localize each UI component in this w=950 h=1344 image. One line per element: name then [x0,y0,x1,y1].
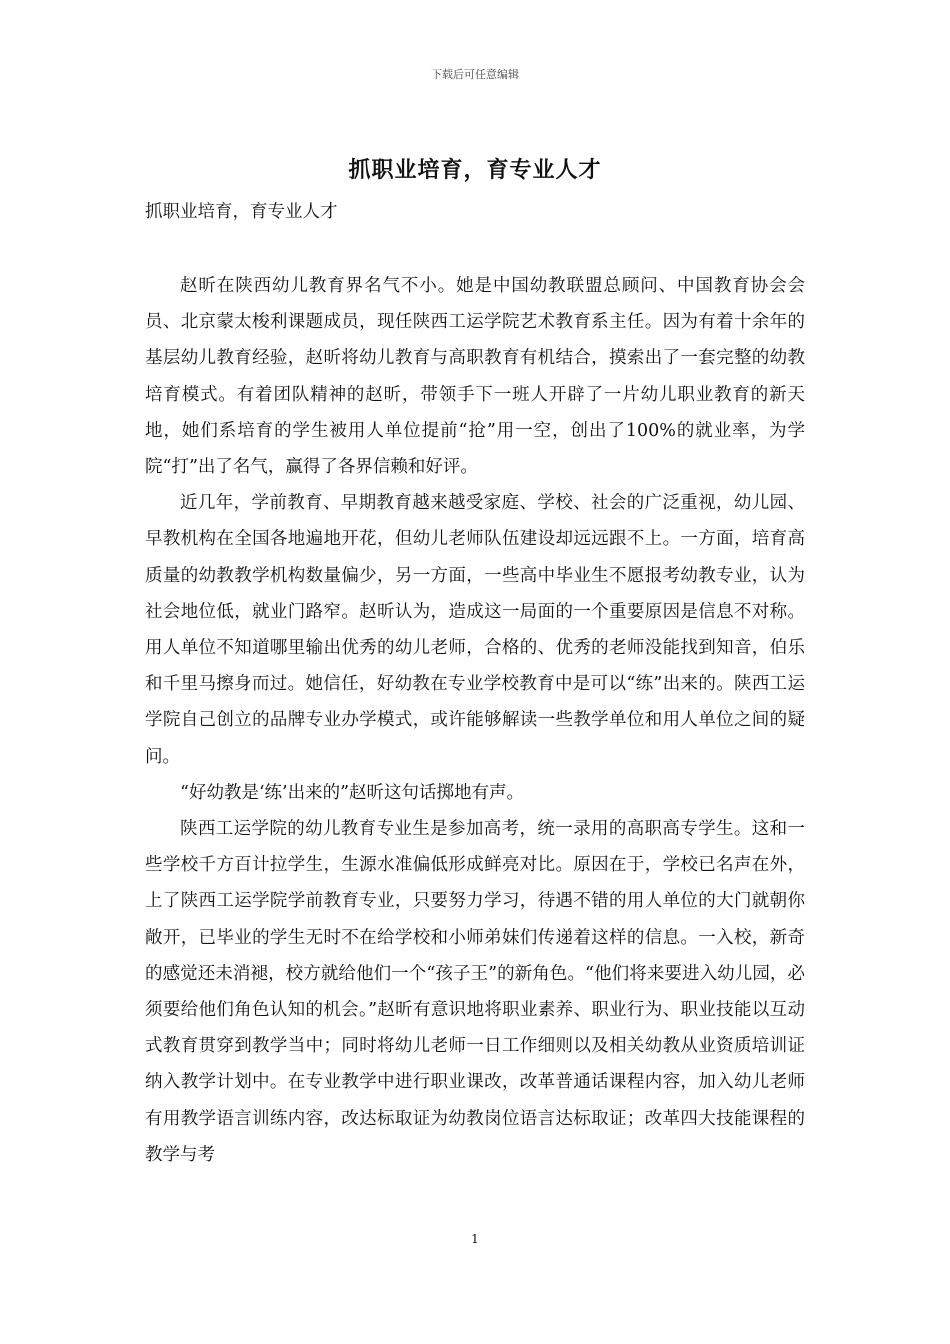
page-header-note: 下载后可任意编辑 [431,68,519,81]
document-body [145,268,805,1173]
paragraph-3: “好幼教是‘练’出来的”赵昕这句话掷地有声。 [180,782,525,803]
paragraph-1: 赵昕在陕西幼儿教育界名气不小。她是中国幼教联盟总顾问、中国教育协会会员、北京蒙太梭利课题成员，现任陕西工运学院艺术教育系主任。因为有着十余年的基层幼儿教育经验，赵昕将幼儿教育与高职教育有机结合，摸索出了一套完整的幼教培育模式。有着团队精神的赵昕，带领手下一班人开辟了一片幼儿职业教育的新天地，她们系培育的学生被用人单位提前“抢”用一空，创出了100%的就业率，为学院“打”出了名气，赢得了各界信赖和好评。 [145,276,805,478]
paragraph-2: 近几年，学前教育、早期教育越来越受家庭、学校、社会的广泛重视，幼儿园、早教机构在全国各地遍地开花，但幼儿老师队伍建设却远远跟不上。一方面，培育高质量的幼教教学机构数量偏少，另一方面，一些高中毕业生不愿报考幼教专业，认为社会地位低，就业门路窄。赵昕认为，造成这一局面的一个重要原因是信息不对称。用人单位不知道哪里输出优秀的幼儿老师，合格的、优秀的老师没能找到知音，伯乐和千里马擦身而过。她信任，好幼教在专业学校教育中是可以“练”出来的。陕西工运学院自己创立的品牌专业办学模式，或许能够解读一些教学单位和用人单位之间的疑问。 [145,493,805,767]
document-subtitle: 抓职业培育，育专业人才 [145,202,338,222]
document-title: 抓职业培育，育专业人才 [348,157,602,183]
paragraph-4: 陕西工运学院的幼儿教育专业生是参加高考，统一录用的高职高专学生。这和一些学校千方百计拉学生，生源水准偏低形成鲜亮对比。原因在于，学校已名声在外，上了陕西工运学院学前教育专业，只要努力学习，待遇不错的用人单位的大门就朝你敞开，已毕业的学生无时不在给学校和小师弟妹们传递着这样的信息。一入校，新奇的感觉还未消褪，校方就给他们一个“孩子王”的新角色。“他们将来要进入幼儿园，必须要给他们角色认知的机会。”赵昕有意识地将职业素养、职业行为、职业技能以互动式教育贯穿到教学当中；同时将幼儿老师一日工作细则以及相关幼教从业资质培训证纳入教学计划中。在专业教学中进行职业课改，改革普通话课程内容，加入幼儿老师有用教学语言训练内容，改达标取证为幼教岗位语言达标取证；改革四大技能课程的教学与考 [145,819,805,1165]
page-number: 1 [471,1232,479,1246]
